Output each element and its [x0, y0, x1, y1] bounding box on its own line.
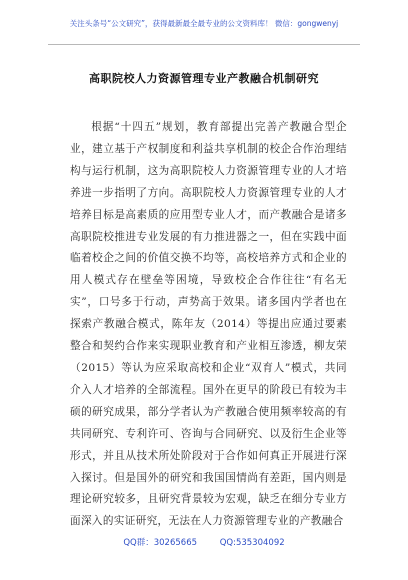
page-footer [0, 536, 408, 548]
page-header [0, 18, 408, 29]
document-title: 高职院校人力资源管理专业产教融合机制研究 [89, 72, 319, 85]
footer-qq-contact: QQ:535304092 [219, 538, 285, 548]
footer-qq-group: QQ群：30265665 [123, 538, 198, 548]
header-notice: 关注头条号“公文研究”，获得最新最全最专业的公文资料库！ 微信：gongwenyj [69, 19, 339, 28]
header-divider [48, 44, 360, 45]
document-body-paragraph: 根据“十四五”规划，教育部提出完善产教融合型企业，建立基于产权制度和利益共享机制的校企合作治理结构与运行机制，这为高职院校人力资源管理专业的人才培养进一步指明了方向。高职院校人力资源管理专业的人才培养目标是高素质的应用型专业人才，而产教融合是诸多高职院校推进专业发展的有力推进器之一，但在实践中面临着校企之间的价值交换不均等，高校培养方式和企业的用人模式存在壁垒等困境，导致校企合作往往“有名无实”，口号多于行动，声势高于效果。诸多国内学者也在探索产教融合模式，陈年友（2014）等提出应通过要素整合和契约合作来实现职业教育和产业相互渗透，柳友荣（2015）等认为应采取高校和企业“双育人”模式，共同介入人才培养的全部流程。国外在更早的阶段已有较为丰硕的研究成果，部分学者认为产教融合使用频率较高的有共同研究、专利许可、咨询与合同研究、以及衍生企业等形式，并且从技术所处阶段对于合作如何真正开展进行深入探讨。但是国外的研究和我国国情尚有差距，国内则是理论研究较多，且研究背景较为宏观，缺乏在细分专业方面深入的实证研究，无法在人力资源管理专业的产教融合 [70, 121, 347, 528]
